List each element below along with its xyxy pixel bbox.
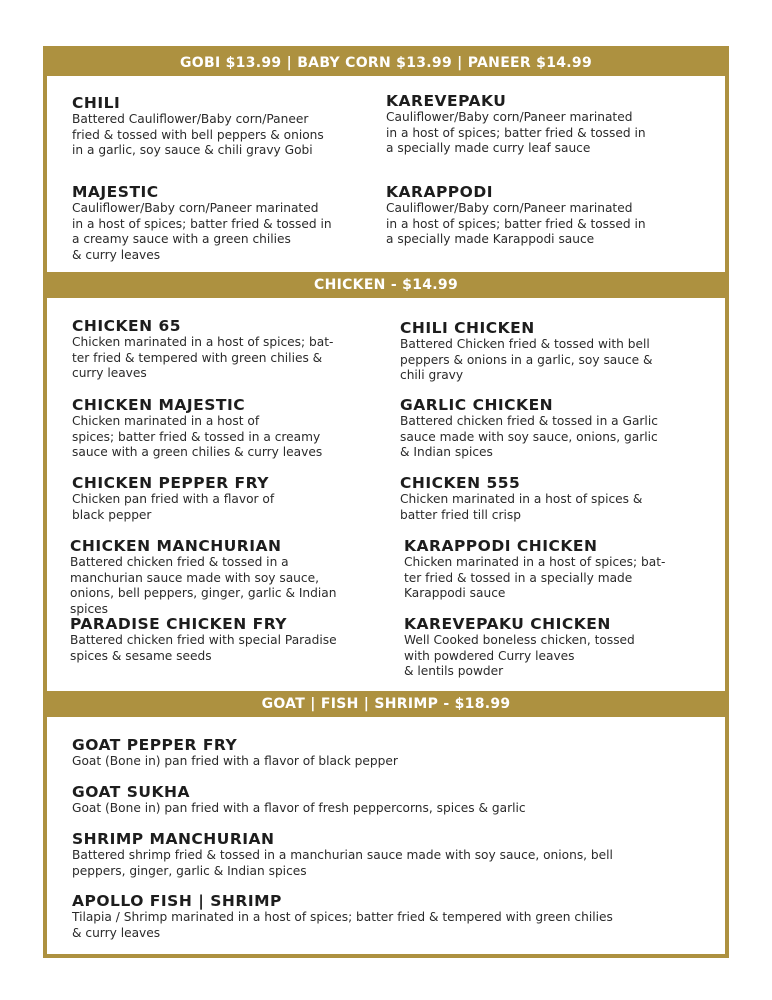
menu-item-chili-chicken bbox=[400, 319, 653, 384]
item-name: GOAT PEPPER FRY bbox=[72, 736, 238, 754]
menu-item-karevepaku-chicken bbox=[404, 615, 635, 680]
menu-item-majestic bbox=[72, 183, 332, 263]
item-name: CHICKEN 65 bbox=[72, 317, 182, 335]
item-description: Battered chicken fried with special Paradise spices & sesame seeds bbox=[70, 633, 337, 663]
item-name: MAJESTIC bbox=[72, 183, 159, 201]
item-name: CHICKEN MANCHURIAN bbox=[70, 537, 282, 555]
item-description: Chicken pan fried with a flavor of black pepper bbox=[72, 492, 275, 522]
item-description: Battered chicken fried & tossed in a Garlic sauce made with soy sauce, onions, garlic & Indian spices bbox=[400, 414, 658, 459]
item-description: Tilapia / Shrimp marinated in a host of spices; batter fried & tempered with green chilies & curry leaves bbox=[72, 910, 613, 940]
item-name: APOLLO FISH | SHRIMP bbox=[72, 892, 282, 910]
menu-item-chili bbox=[72, 94, 324, 159]
item-description: Chicken marinated in a host of spices; batter fried & tossed in a creamy sauce with a green chilies & curry leaves bbox=[72, 414, 323, 459]
item-name: KARAPPODI CHICKEN bbox=[404, 537, 598, 555]
item-name: KAREVEPAKU CHICKEN bbox=[404, 615, 611, 633]
menu-item-apollo-fish-shrimp bbox=[72, 892, 613, 941]
menu-item-chicken-pepper-fry bbox=[72, 474, 274, 523]
item-description: Well Cooked boneless chicken, tossed with powdered Curry leaves & lentils powder bbox=[404, 633, 635, 678]
section-header-gobi: GOBI $13.99 | BABY CORN $13.99 | PANEER $14.99 bbox=[47, 50, 725, 76]
item-name: GARLIC CHICKEN bbox=[400, 396, 554, 414]
item-name: CHICKEN MAJESTIC bbox=[72, 396, 246, 414]
item-name: SHRIMP MANCHURIAN bbox=[72, 830, 275, 848]
menu-item-karappodi-chicken bbox=[404, 537, 665, 602]
item-name: KAREVEPAKU bbox=[386, 92, 507, 110]
item-description: Goat (Bone in) pan fried with a flavor of fresh peppercorns, spices & garlic bbox=[72, 801, 526, 815]
item-description: Chicken marinated in a host of spices; bat- ter fried & tossed in a specially made Karappodi sauce bbox=[404, 555, 666, 600]
section-header-goat-fish-shrimp: GOAT | FISH | SHRIMP - $18.99 bbox=[47, 691, 725, 717]
item-description: Battered Chicken fried & tossed with bell peppers & onions in a garlic, soy sauce & chili gravy bbox=[400, 337, 653, 382]
menu-item-shrimp-manchurian bbox=[72, 830, 613, 879]
menu-item-karappodi bbox=[386, 183, 646, 248]
menu-item-goat-pepper-fry bbox=[72, 736, 398, 770]
item-name: CHILI bbox=[72, 94, 121, 112]
item-name: GOAT SUKHA bbox=[72, 783, 190, 801]
menu-item-chicken-65 bbox=[72, 317, 333, 382]
item-name: CHICKEN 555 bbox=[400, 474, 521, 492]
item-description: Battered shrimp fried & tossed in a manchurian sauce made with soy sauce, onions, bell peppers, ginger, garlic & Indian spices bbox=[72, 848, 613, 878]
section-header-chicken: CHICKEN - $14.99 bbox=[47, 272, 725, 298]
item-name: KARAPPODI bbox=[386, 183, 493, 201]
menu-frame bbox=[43, 46, 729, 958]
menu-item-goat-sukha bbox=[72, 783, 526, 817]
menu-item-chicken-manchurian bbox=[70, 537, 336, 617]
item-name: CHICKEN PEPPER FRY bbox=[72, 474, 269, 492]
menu-item-chicken-majestic bbox=[72, 396, 322, 461]
item-description: Battered chicken fried & tossed in a manchurian sauce made with soy sauce, onions, bell peppers, ginger, garlic & Indian spices bbox=[70, 555, 337, 616]
item-description: Cauliflower/Baby corn/Paneer marinated in a host of spices; batter fried & tossed in a creamy sauce with a green chilies & curry leaves bbox=[72, 201, 332, 262]
item-description: Cauliflower/Baby corn/Paneer marinated in a host of spices; batter fried & tossed in a specially made Karappodi sauce bbox=[386, 201, 646, 246]
item-description: Goat (Bone in) pan fried with a flavor of black pepper bbox=[72, 754, 398, 768]
item-description: Chicken marinated in a host of spices & batter fried till crisp bbox=[400, 492, 643, 522]
menu-item-paradise-chicken-fry bbox=[70, 615, 337, 664]
item-description: Chicken marinated in a host of spices; bat- ter fried & tempered with green chilies & curry leaves bbox=[72, 335, 334, 380]
item-name: CHILI CHICKEN bbox=[400, 319, 535, 337]
item-description: Battered Cauliflower/Baby corn/Paneer fried & tossed with bell peppers & onions in a garlic, soy sauce & chili gravy Gobi bbox=[72, 112, 324, 157]
menu-item-chicken-555 bbox=[400, 474, 642, 523]
item-name: PARADISE CHICKEN FRY bbox=[70, 615, 288, 633]
menu-item-garlic-chicken bbox=[400, 396, 658, 461]
item-description: Cauliflower/Baby corn/Paneer marinated in a host of spices; batter fried & tossed in a specially made curry leaf sauce bbox=[386, 110, 646, 155]
menu-item-karevepaku bbox=[386, 92, 646, 157]
